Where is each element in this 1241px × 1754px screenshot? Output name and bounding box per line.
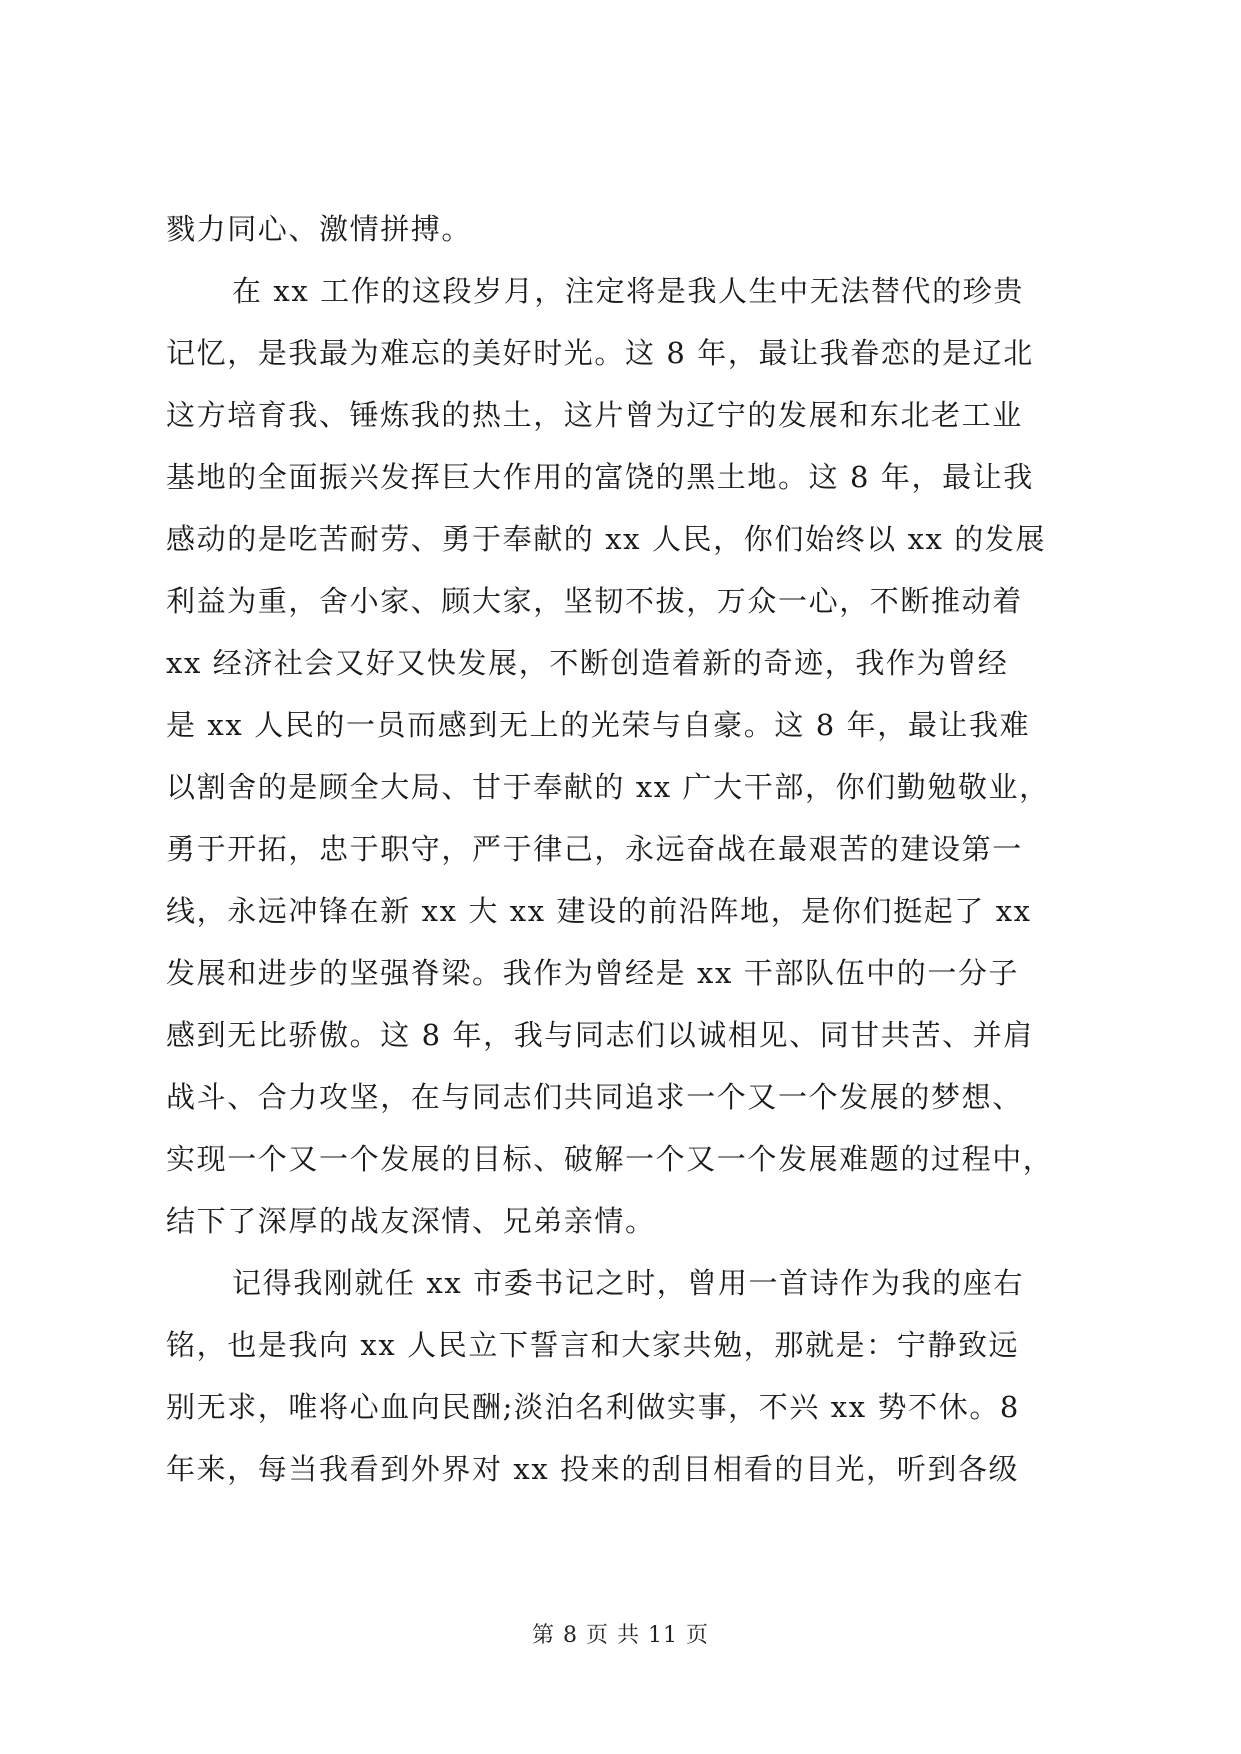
body-line: 别无求，唯将心血向民酬;淡泊名利做实事，不兴 xx 势不休。8 xyxy=(166,1390,1020,1424)
body-line: xx 经济社会又好又快发展，不断创造着新的奇迹，我作为曾经 xyxy=(166,646,1009,680)
body-line: 年来，每当我看到外界对 xx 投来的刮目相看的目光，听到各级 xyxy=(166,1452,1020,1486)
body-line: 结下了深厚的战友深情、兄弟亲情。 xyxy=(166,1204,656,1238)
body-line: 是 xx 人民的一员而感到无上的光荣与自豪。这 8 年，最让我难 xyxy=(166,708,1031,742)
body-line: 发展和进步的坚强脊梁。我作为曾经是 xx 干部队伍中的一分子 xyxy=(166,956,1020,990)
paragraph-first-line: 记得我刚就任 xx 市委书记之时，曾用一首诗作为我的座右 xyxy=(232,1266,1024,1300)
body-line: 这方培育我、锤炼我的热土，这片曾为辽宁的发展和东北老工业 xyxy=(166,398,1023,432)
body-line: 勇于开拓，忠于职守，严于律己，永远奋战在最艰苦的建设第一 xyxy=(166,832,1023,866)
body-line: 以割舍的是顾全大局、甘于奉献的 xx 广大干部，你们勤勉敬业， xyxy=(166,770,1050,804)
body-line: 利益为重，舍小家、顾大家，坚韧不拔，万众一心，不断推动着 xyxy=(166,584,1023,618)
body-line: 铭，也是我向 xx 人民立下誓言和大家共勉，那就是：宁静致远 xyxy=(166,1328,1020,1362)
body-line: 感到无比骄傲。这 8 年，我与同志们以诚相见、同甘共苦、并肩 xyxy=(166,1018,1034,1052)
body-line: 实现一个又一个发展的目标、破解一个又一个发展难题的过程中， xyxy=(166,1142,1054,1176)
body-line: 线，永远冲锋在新 xx 大 xx 建设的前沿阵地，是你们挺起了 xx xyxy=(166,894,1032,928)
body-line: 基地的全面振兴发挥巨大作用的富饶的黑土地。这 8 年，最让我 xyxy=(166,460,1034,494)
body-line: 记忆，是我最为难忘的美好时光。这 8 年，最让我眷恋的是辽北 xyxy=(166,336,1034,370)
page-body xyxy=(166,198,1086,1500)
body-line: 战斗、合力攻坚，在与同志们共同追求一个又一个发展的梦想、 xyxy=(166,1080,1023,1114)
body-line: 戮力同心、激情拼搏。 xyxy=(166,212,473,246)
paragraph-first-line: 在 xx 工作的这段岁月，注定将是我人生中无法替代的珍贵 xyxy=(232,274,1024,308)
page-number-footer: 第 8 页 共 11 页 xyxy=(532,1623,709,1648)
body-line: 感动的是吃苦耐劳、勇于奉献的 xx 人民，你们始终以 xx 的发展 xyxy=(166,522,1047,556)
